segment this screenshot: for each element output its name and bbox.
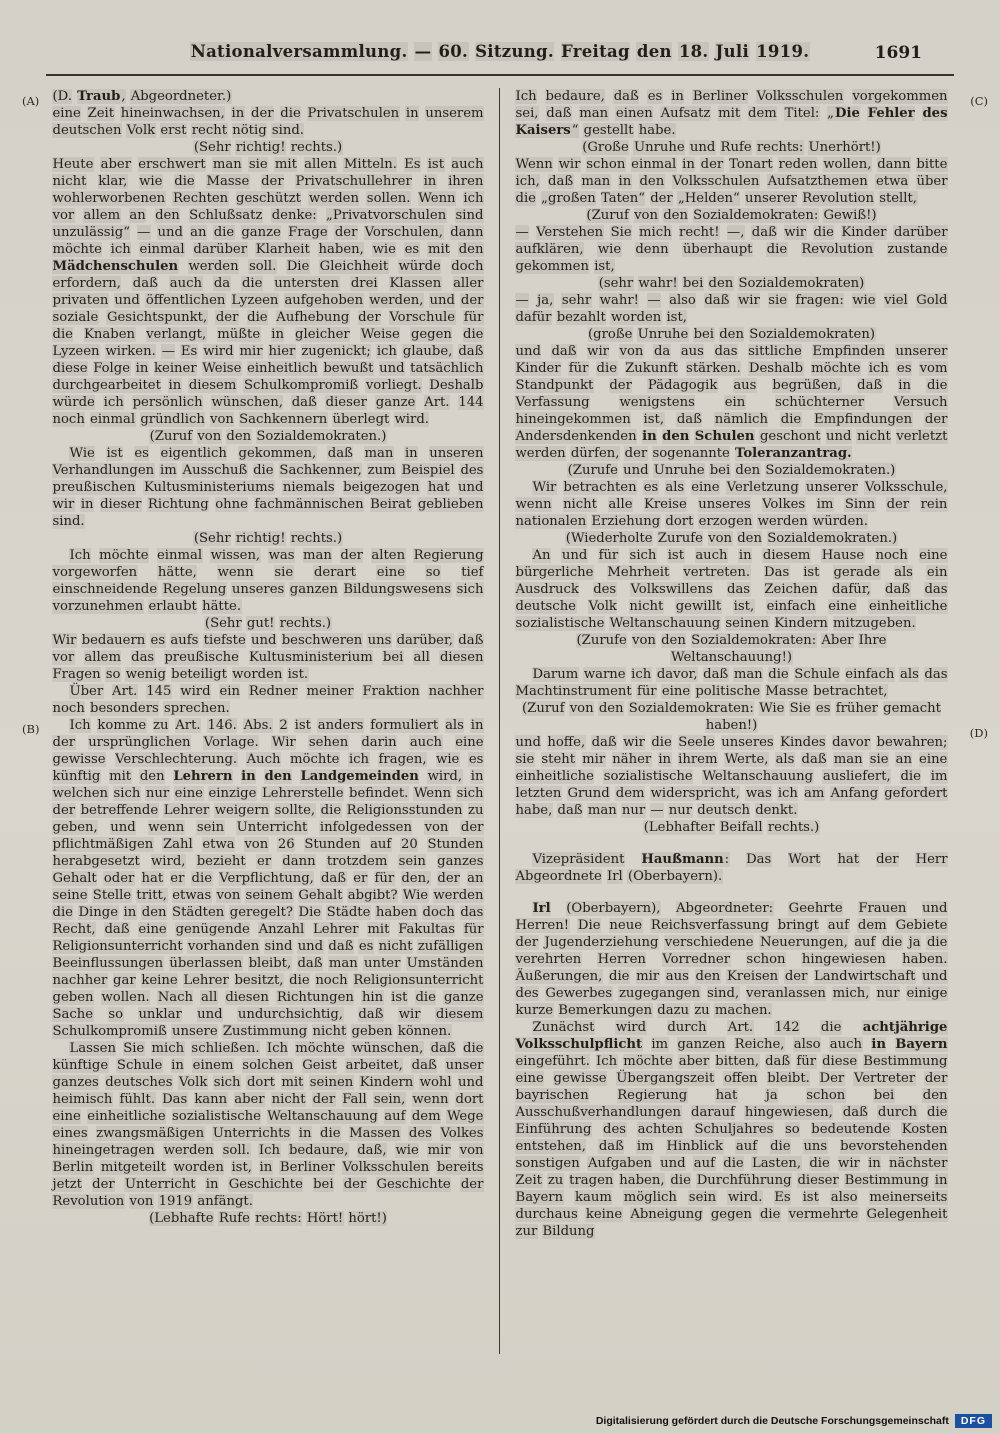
paragraph: eine Zeit hineinwachsen, in der die Privatschulen in unserem deutschen Volk erst recht nötig sind. xyxy=(52,106,484,138)
paragraph: Über Art. 145 wird ein Redner meiner Fraktion nachher noch besonders sprechen. xyxy=(52,684,484,716)
paragraph: Heute aber erschwert man sie mit allen Mitteln. Es ist auch nicht klar, wie die Masse der Privatschullehrer in ihren wohlerworbenen Rechten geschützt werden sollen. Wenn ich vor allem an den Schlußsatz denke: „Privatvorschulen sind unzulässig“ — und an die ganze Frage der Vorschulen, dann möchte ich einmal darüber Klarheit haben, wie es mit den Mädchenschulen werden soll. Die Gleichheit würde doch erfordern, daß auch da die untersten drei Klassen aller privaten und öffentlichen Lyzeen aufgehoben werden, und der soziale Gesichtspunkt, der die Aufhebung der Vorschule für die Knaben verlangt, müßte in gleicher Weise gegen die Lyzeen wirken. — Es wird mir hier zugenickt; ich glaube, daß diese Folge in keiner Weise einheitlich bewußt und tatsächlich durchgearbeitet in diesem Schulkompromiß vorliegt. Deshalb würde ich persönlich wünschen, daß dieser ganze Art. 144 noch einmal gründlich von Sachkennern überlegt wird. xyxy=(52,157,484,427)
margin-marker-d: (D) xyxy=(969,726,988,740)
stage-direction: (Sehr gut! rechts.) xyxy=(204,616,332,631)
text-columns xyxy=(52,88,948,1354)
paragraph: Ich möchte einmal wissen, was man der alten Regierung vorgeworfen hätte, wenn sie derart eine so tief einschneidende Regelung unseres ganzen Bildungswesens sich vorzunehmen erlaubt hätte. xyxy=(52,548,484,614)
paragraph: und daß wir von da aus das sittliche Empfinden unserer Kinder für die Zukunft stärken. Deshalb möchte ich es vom Standpunkt der Pädagogik aus begrüßen, daß in die Verfassung wenigstens ein schüchterner Versuch hineingekommen ist, daß nämlich die Empfindungen der Andersdenkenden in den Schulen geschont und nicht verletzt werden dürfen, der sogenannte Toleranzantrag. xyxy=(515,344,948,461)
paragraph: Vizepräsident Haußmann: Das Wort hat der Herr Abgeordnete Irl (Oberbayern). xyxy=(515,852,948,884)
paragraph: Irl (Oberbayern), Abgeordneter: Geehrte Frauen und Herren! Die neue Reichsverfassung bringt auf dem Gebiete der Jugenderziehung verschiedene Neuerungen, auf die ja die verehrten Herren Vorredner schon hingewiesen haben. Äußerungen, die mir aus den Kreisen der Landwirtschaft und des Gewerbes zugegangen sind, veranlassen mich, nur einige kurze Bemerkungen dazu zu machen. xyxy=(515,901,948,1018)
stage-direction: (Sehr richtig! rechts.) xyxy=(193,531,343,546)
stage-direction: (Lebhafter Beifall rechts.) xyxy=(643,820,820,835)
paragraph: An und für sich ist auch in diesem Hause noch eine bürgerliche Mehrheit vertreten. Das ist gerade als ein Ausdruck des Volkswillens das Zeichen dafür, daß das deutsche Volk nicht gewillt ist, einfach eine einheitliche sozialistische Weltanschauung seinen Kindern mitzugeben. xyxy=(515,548,948,631)
paragraph: Zunächst wird durch Art. 142 die achtjährige Volksschulpflicht im ganzen Reiche, also auch in Bayern eingeführt. Ich möchte aber bitten, daß für diese Bestimmung eine gewisse Übergangszeit offen bleibt. Der Vertreter der bayrischen Regierung hat ja schon bei den Ausschußverhandlungen darauf hingewiesen, daß durch die Einführung des achten Schuljahres so bedeutende Kosten entstehen, daß im Hinblick auf die uns bevorstehenden sonstigen Aufgaben und auf die Lasten, die wir in nächster Zeit zu tragen haben, die Durchführung dieser Bestimmung in Bayern kaum möglich sein wird. Es ist also meinerseits durchaus keine Abneigung gegen die vermehrte Gelegenheit zur Bildung xyxy=(515,1020,948,1239)
paragraph: Wir betrachten es als eine Verletzung unserer Volksschule, wenn nicht alle Kreise unseres Volkes im Sinn der rein nationalen Erziehung dort erzogen werden würden. xyxy=(515,480,948,529)
digitization-footer xyxy=(596,1414,992,1428)
page-header-title: Nationalversammlung. — 60. Sitzung. Freitag den 18. Juli 1919. xyxy=(190,42,810,61)
stage-direction: (Zurufe und Unruhe bei den Sozialdemokraten.) xyxy=(567,463,896,478)
left-column xyxy=(52,88,500,1354)
paragraph: Ich komme zu Art. 146. Abs. 2 ist anders formuliert als in der ursprünglichen Vorlage. Wir sehen darin auch eine gewisse Verschlechterung. Auch möchte ich fragen, wie es künftig mit den Lehrern in den Landgemeinden wird, in welchen sich nur eine einzige Lehrerstelle befindet. Wenn sich der betreffende Lehrer weigern sollte, die Religionsstunden zu geben, und wenn sein Unterricht infolgedessen von der pflichtmäßigen Zahl etwa von 26 Stunden auf 20 Stunden herabgesetzt wird, bezieht er dann trotzdem sein ganzes Gehalt oder hat er die Verpflichtung, daß er für den, der an seine Stelle tritt, etwas von seinem Gehalt abgibt? Wie werden die Dinge in den Städten geregelt? Die Städte haben doch das Recht, daß eine genügende Anzahl Lehrer mit Fakultas für Religionsunterricht vorhanden sind und daß es nicht zufälligen Beeinflussungen überlassen bleibt, daß man unter Umständen nachher gar keine Lehrer besitzt, die noch Religionsunterricht geben wollen. Nach all diesen Richtungen hin ist die ganze Sache so unklar und undurchsichtig, daß wir diesem Schulkompromiß unsere Zustimmung nicht geben können. xyxy=(52,718,484,1039)
stage-direction: (Wiederholte Zurufe von den Sozialdemokraten.) xyxy=(565,531,898,546)
speaker-note: (D. Traub, Abgeordneter.) xyxy=(52,89,232,104)
stage-direction: (Zuruf von den Sozialdemokraten: Gewiß!) xyxy=(586,208,877,223)
stage-direction: (große Unruhe bei den Sozialdemokraten) xyxy=(588,327,875,342)
paragraph: — Verstehen Sie mich recht! —, daß wir die Kinder darüber aufklären, wie denn überhaupt die Revolution zustande gekommen ist, xyxy=(515,225,948,274)
paragraph: Lassen Sie mich schließen. Ich möchte wünschen, daß die künftige Schule in einem solchen Geist arbeitet, daß unser ganzes deutsches Volk sich dort mit seinen Kindern wohl und heimisch fühlt. Das kann aber nicht der Fall sein, wenn dort eine einheitliche sozialistische Weltanschauung auf dem Wege eines zwangsmäßigen Unterrichts in die Massen des Volkes hineingetragen werden soll. Ich bedaure, daß, wie mir von Berlin mitgeteilt worden ist, in Berliner Volksschulen bereits jetzt der Unterricht in Geschichte bei der Geschichte der Revolution von 1919 anfängt. xyxy=(52,1041,484,1209)
stage-direction: (sehr wahr! bei den Sozialdemokraten) xyxy=(598,276,865,291)
stage-direction: (Zurufe von den Sozialdemokraten: Aber Ihre Weltanschauung!) xyxy=(576,633,887,665)
paragraph: Wir bedauern es aufs tiefste und beschweren uns darüber, daß vor allem das preußische Kultusministerium bei all diesen Fragen so wenig beteiligt worden ist. xyxy=(52,633,484,682)
margin-marker-a: (A) xyxy=(22,94,40,108)
stage-direction: (Lebhafte Rufe rechts: Hört! hört!) xyxy=(149,1211,387,1226)
margin-marker-b: (B) xyxy=(22,722,40,736)
stage-direction: (Zuruf von den Sozialdemokraten.) xyxy=(149,429,387,444)
paragraph: Wenn wir schon einmal in der Tonart reden wollen, dann bitte ich, daß man in den Volksschulen Aufsatzthemen etwa über die „großen Taten“ der „Helden“ unserer Revolution stellt, xyxy=(515,157,948,206)
paragraph: und hoffe, daß wir die Seele unseres Kindes davor bewahren; sie steht mir näher in ihrem Werte, als daß man sie an eine einheitliche sozialistische Weltanschauung ausliefert, die im letzten Grund dem widerspricht, was ich am Anfang gefordert habe, daß man nur — nur deutsch denkt. xyxy=(515,735,948,818)
paragraph: Darum warne ich davor, daß man die Schule einfach als das Machtinstrument für eine politische Masse betrachtet, xyxy=(515,667,948,699)
margin-marker-c: (C) xyxy=(970,94,988,108)
page-header xyxy=(50,42,950,68)
stage-direction: (Zuruf von den Sozialdemokraten: Wie Sie es früher gemacht haben!) xyxy=(522,701,941,733)
page-number: 1691 xyxy=(874,43,922,63)
dfg-logo: DFG xyxy=(955,1414,992,1428)
right-column xyxy=(500,88,948,1354)
paragraph: Ich bedaure, daß es in Berliner Volksschulen vorgekommen sei, daß man einen Aufsatz mit dem Titel: „Die Fehler des Kaisers“ gestellt habe. xyxy=(515,89,948,138)
stage-direction: (Große Unruhe und Rufe rechts: Unerhört!) xyxy=(582,140,881,155)
paragraph: Wie ist es eigentlich gekommen, daß man in unseren Verhandlungen im Ausschuß die Sachkenner, zum Beispiel des preußischen Kultusministeriums niemals beigezogen hat und wir in dieser Richtung ohne fachmännischen Beirat geblieben sind. xyxy=(52,446,484,529)
paragraph: — ja, sehr wahr! — also daß wir sie fragen: wie viel Gold dafür bezahlt worden ist, xyxy=(515,293,948,325)
digitization-credit: Digitalisierung gefördert durch die Deutsche Forschungsgemeinschaft xyxy=(595,1415,949,1427)
header-rule xyxy=(46,74,954,76)
stage-direction: (Sehr richtig! rechts.) xyxy=(193,140,343,155)
